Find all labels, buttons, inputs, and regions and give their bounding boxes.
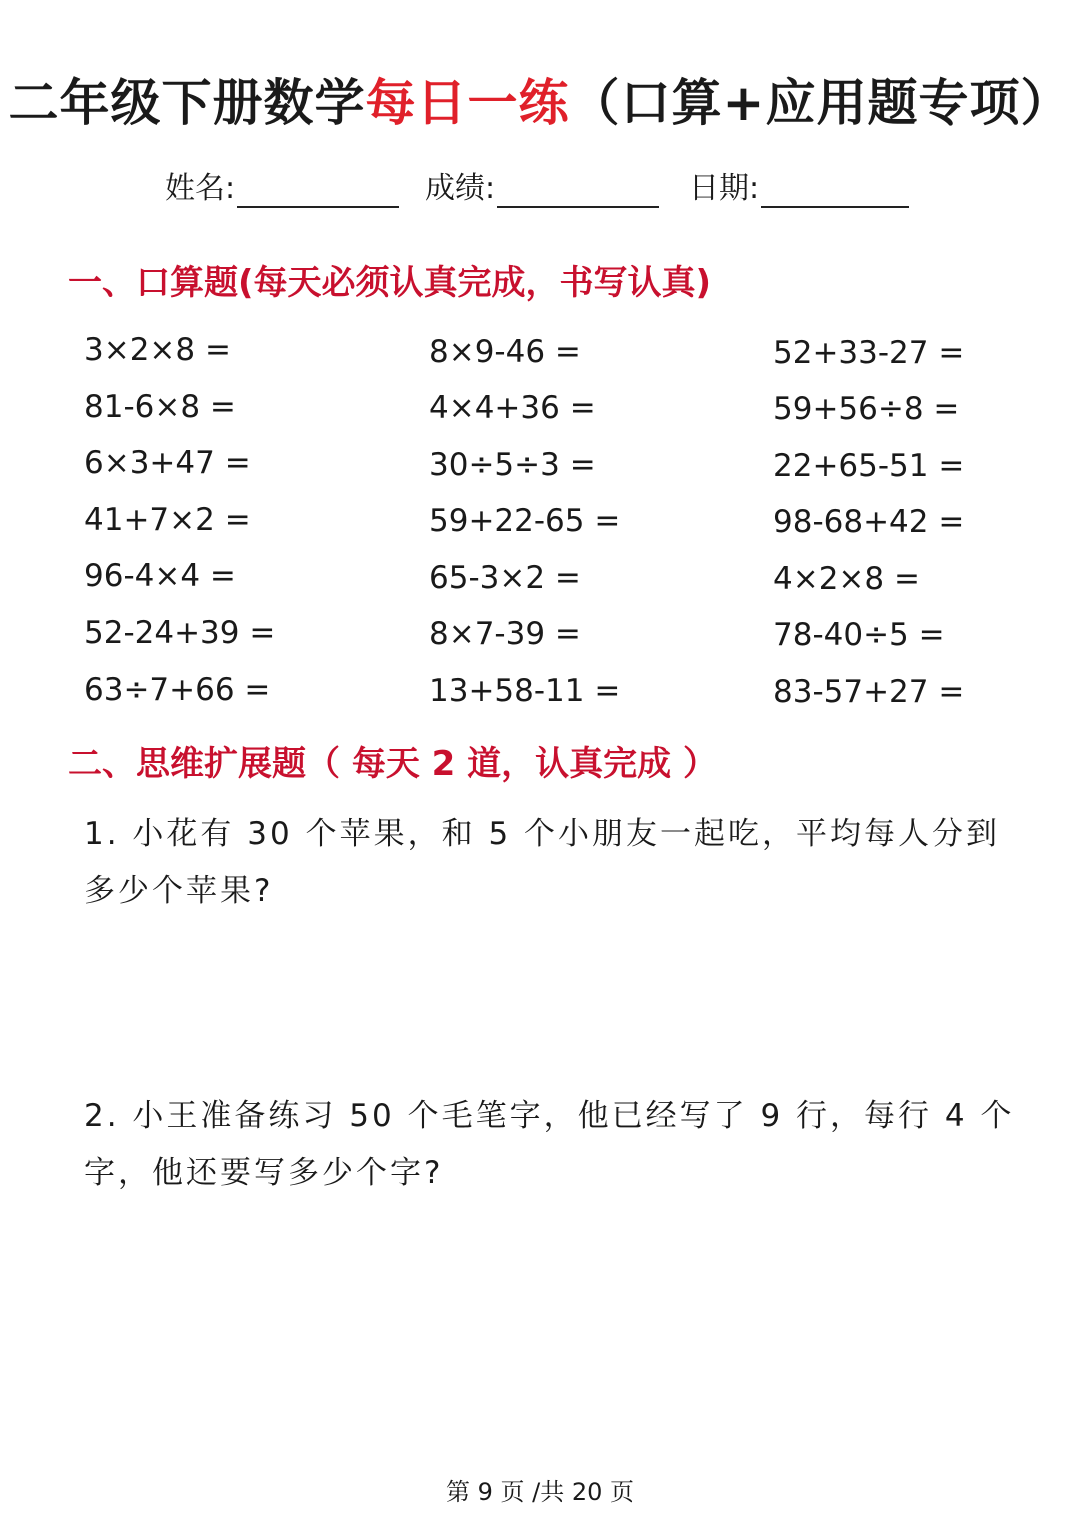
word-problem-2: 2. 小王准备练习 50 个毛笔字，他已经写了 9 行，每行 4 个字，他还要写多少个字? bbox=[84, 1098, 1015, 1191]
calc-item-2-3: 30÷5÷3 = bbox=[429, 447, 596, 483]
title-suffix: （口算+应用题专项） bbox=[569, 74, 1072, 132]
title-highlight: 每日一练 bbox=[365, 74, 570, 132]
calc-item-2-2: 4×4+36 = bbox=[429, 390, 596, 426]
calc-item-1-2: 81-6×8 = bbox=[84, 389, 236, 425]
calc-item-1-5: 96-4×4 = bbox=[84, 558, 236, 594]
section-heading-oral-calculation: 一、口算题(每天必须认真完成，书写认真) bbox=[68, 263, 712, 303]
date-blank-line[interactable] bbox=[761, 170, 909, 208]
calc-item-1-3: 6×3+47 = bbox=[84, 445, 251, 481]
calc-item-1-6: 52-24+39 = bbox=[84, 615, 276, 651]
calc-item-3-7: 83-57+27 = bbox=[773, 674, 965, 710]
name-label: 姓名: bbox=[165, 171, 236, 206]
calc-item-2-1: 8×9-46 = bbox=[429, 334, 581, 370]
calc-item-2-5: 65-3×2 = bbox=[429, 560, 581, 596]
calc-item-3-2: 59+56÷8 = bbox=[773, 391, 960, 427]
section-heading-thinking-extension: 二、思维扩展题（ 每天 2 道，认真完成 ） bbox=[68, 744, 718, 784]
calc-item-3-6: 78-40÷5 = bbox=[773, 617, 945, 653]
score-label: 成绩: bbox=[425, 171, 496, 206]
word-problem-1: 1. 小花有 30 个苹果，和 5 个小朋友一起吃，平均每人分到多少个苹果? bbox=[84, 816, 1001, 909]
calc-item-1-4: 41+7×2 = bbox=[84, 502, 251, 538]
calc-item-3-5: 4×2×8 = bbox=[773, 561, 920, 597]
page-number-footer: 第 9 页 /共 20 页 bbox=[445, 1478, 635, 1506]
student-info-row bbox=[165, 164, 965, 214]
date-label: 日期: bbox=[689, 171, 760, 206]
score-field[interactable] bbox=[425, 164, 659, 214]
calc-item-1-1: 3×2×8 = bbox=[84, 332, 231, 368]
calc-item-2-4: 59+22-65 = bbox=[429, 503, 621, 539]
calc-item-3-3: 22+65-51 = bbox=[773, 448, 965, 484]
title-main: 二年级下册数学 bbox=[8, 74, 366, 132]
name-blank-line[interactable] bbox=[237, 170, 399, 208]
score-blank-line[interactable] bbox=[497, 170, 659, 208]
calc-item-1-7: 63÷7+66 = bbox=[84, 672, 271, 708]
name-field[interactable] bbox=[165, 164, 399, 214]
date-field[interactable] bbox=[689, 164, 909, 214]
calc-item-2-7: 13+58-11 = bbox=[429, 673, 621, 709]
calc-item-2-6: 8×7-39 = bbox=[429, 616, 581, 652]
calc-item-3-4: 98-68+42 = bbox=[773, 504, 965, 540]
page-title bbox=[0, 68, 1080, 138]
calc-item-3-1: 52+33-27 = bbox=[773, 335, 965, 371]
